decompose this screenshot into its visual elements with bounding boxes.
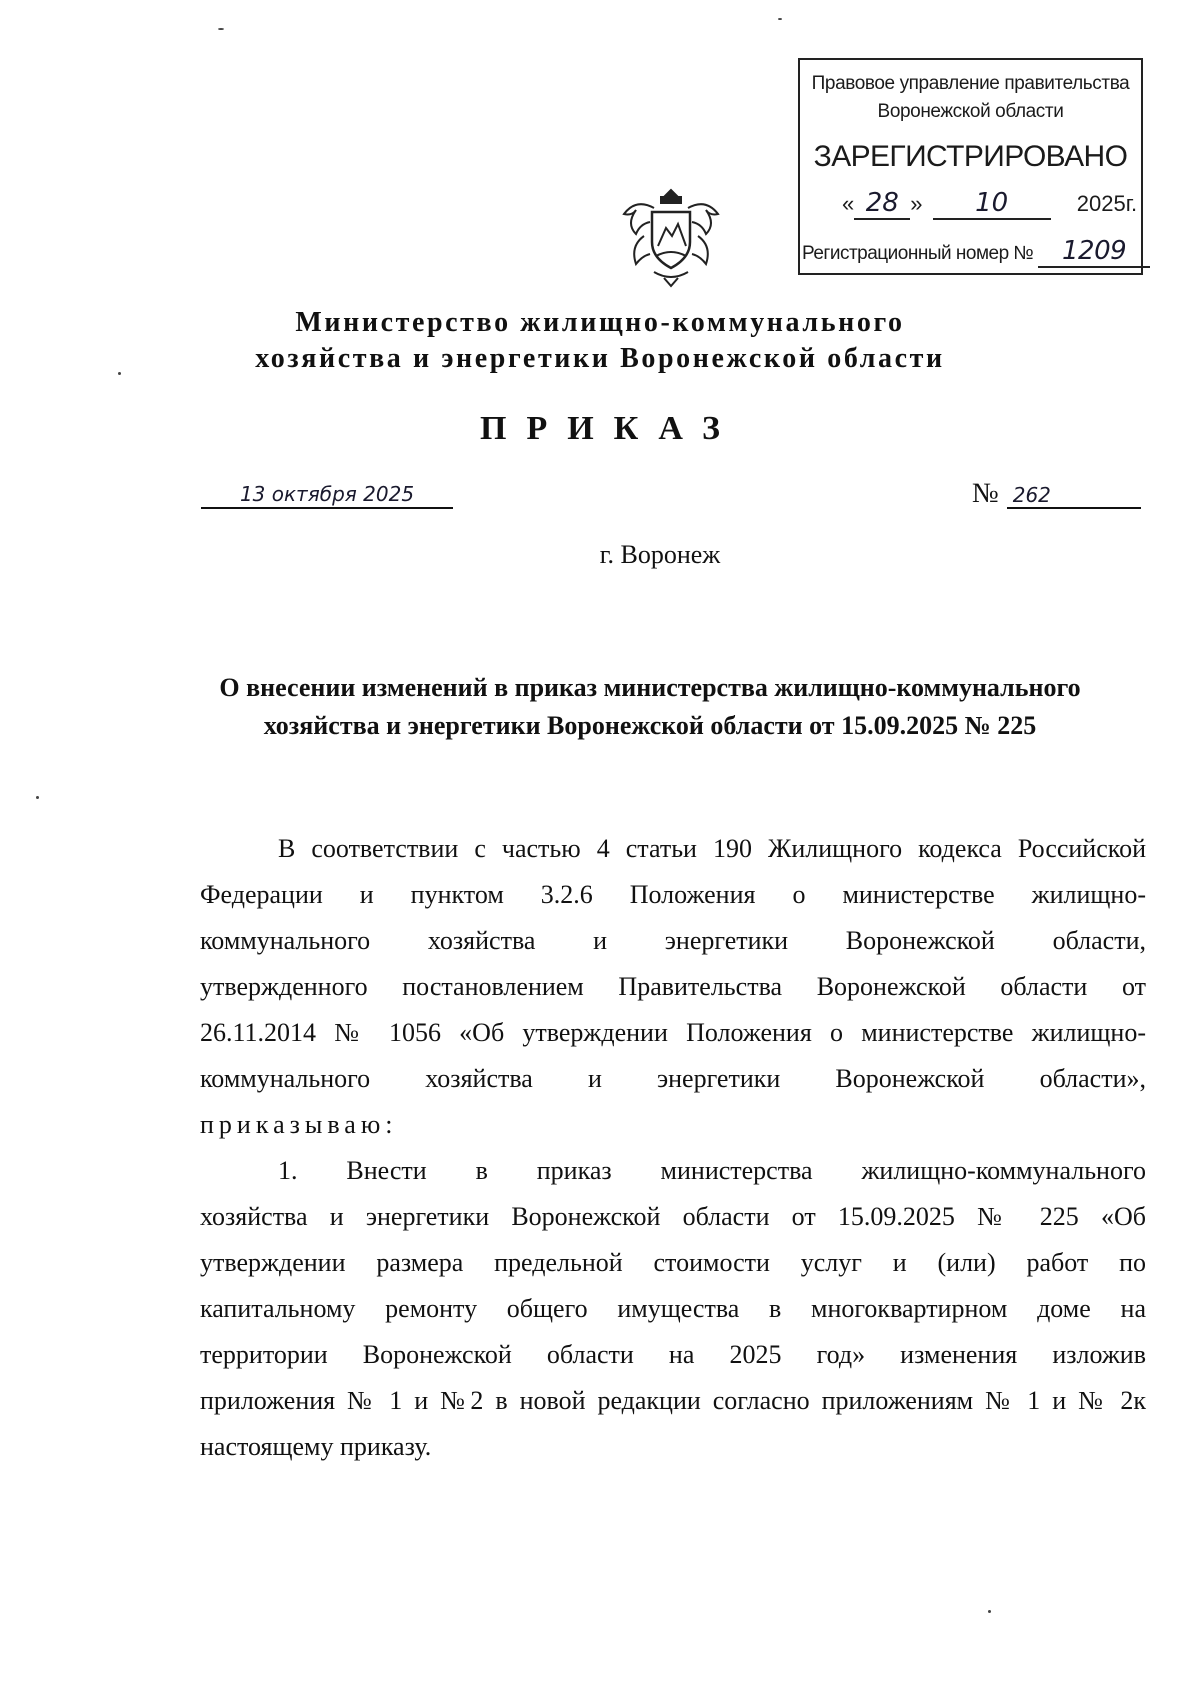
stamp-organization <box>800 70 1141 126</box>
registration-stamp <box>798 58 1143 275</box>
scan-speck <box>118 372 121 375</box>
subject-line1: О внесении изменений в приказ министерства жилищно-коммунального <box>219 673 1081 702</box>
body-line: В соответствии с частью 4 статьи 190 Жилищного кодекса Российской <box>278 834 1146 863</box>
stamp-year: 2025г. <box>1076 191 1138 216</box>
body-line: утверждении размера предельной стоимости услуг и (или) работ по <box>200 1248 1146 1277</box>
stamp-status: ЗАРЕГИСТРИРОВАНО <box>813 140 1128 173</box>
stamp-date <box>842 188 1137 220</box>
scan-speck <box>778 18 782 20</box>
stamp-reg-number-row <box>802 236 1150 268</box>
body-line: территории Воронежской области на 2025 год» изменения изложив <box>200 1340 1146 1369</box>
body-line: 26.11.2014 № 1056 «Об утверждении Положения о министерстве жилищно- <box>200 1018 1146 1047</box>
order-body <box>200 826 1146 1470</box>
subject-line2: хозяйства и энергетики Воронежской области от 15.09.2025 № 225 <box>263 711 1037 740</box>
body-line: коммунального хозяйства и энергетики Воронежской области, <box>200 926 1146 955</box>
body-line: капитальному ремонту общего имущества в многоквартирном доме на <box>200 1294 1146 1323</box>
scan-speck <box>988 1610 991 1613</box>
body-line: приложения № 1 и №2 в новой редакции согласно приложениям № 1 и № 2к <box>200 1386 1146 1415</box>
coat-of-arms-icon <box>614 186 728 290</box>
order-city: г. Воронеж <box>599 540 721 569</box>
stamp-reg-label: Регистрационный номер № <box>802 243 1034 264</box>
stamp-quote-close: » <box>910 191 923 216</box>
body-line-order-verb: приказываю: <box>200 1110 398 1139</box>
order-date: 13 октября 2025 <box>201 482 453 509</box>
body-line: хозяйства и энергетики Воронежской области от 15.09.2025 № 225 «Об <box>200 1202 1146 1231</box>
scan-speck <box>218 28 224 30</box>
body-line: коммунального хозяйства и энергетики Воронежской области», <box>200 1064 1146 1093</box>
stamp-month: 10 <box>933 188 1051 220</box>
order-number: 262 <box>1007 483 1141 509</box>
body-line: настоящему приказу. <box>200 1432 432 1461</box>
scan-speck <box>36 796 39 799</box>
ministry-line1: Министерство жилищно-коммунального <box>295 307 905 338</box>
body-line: утвержденного постановлением Правительства Воронежской области от <box>200 972 1146 1001</box>
ministry-name <box>0 305 1200 377</box>
stamp-quote-open: « <box>842 191 855 216</box>
order-number-label: № <box>972 478 999 509</box>
body-line: Федерации и пунктом 3.2.6 Положения о министерстве жилищно- <box>200 880 1146 909</box>
stamp-reg-number: 1209 <box>1038 236 1150 268</box>
stamp-org-line2: Воронежской области <box>877 101 1064 122</box>
stamp-org-line1: Правовое управление правительства <box>811 73 1130 94</box>
ministry-line2: хозяйства и энергетики Воронежской области <box>255 343 945 374</box>
order-subject <box>150 669 1150 745</box>
order-number-row <box>972 478 1141 510</box>
document-type-title: ПРИКАЗ <box>480 410 740 447</box>
stamp-day: 28 <box>854 188 910 220</box>
body-line: 1. Внести в приказ министерства жилищно-коммунального <box>278 1156 1146 1185</box>
